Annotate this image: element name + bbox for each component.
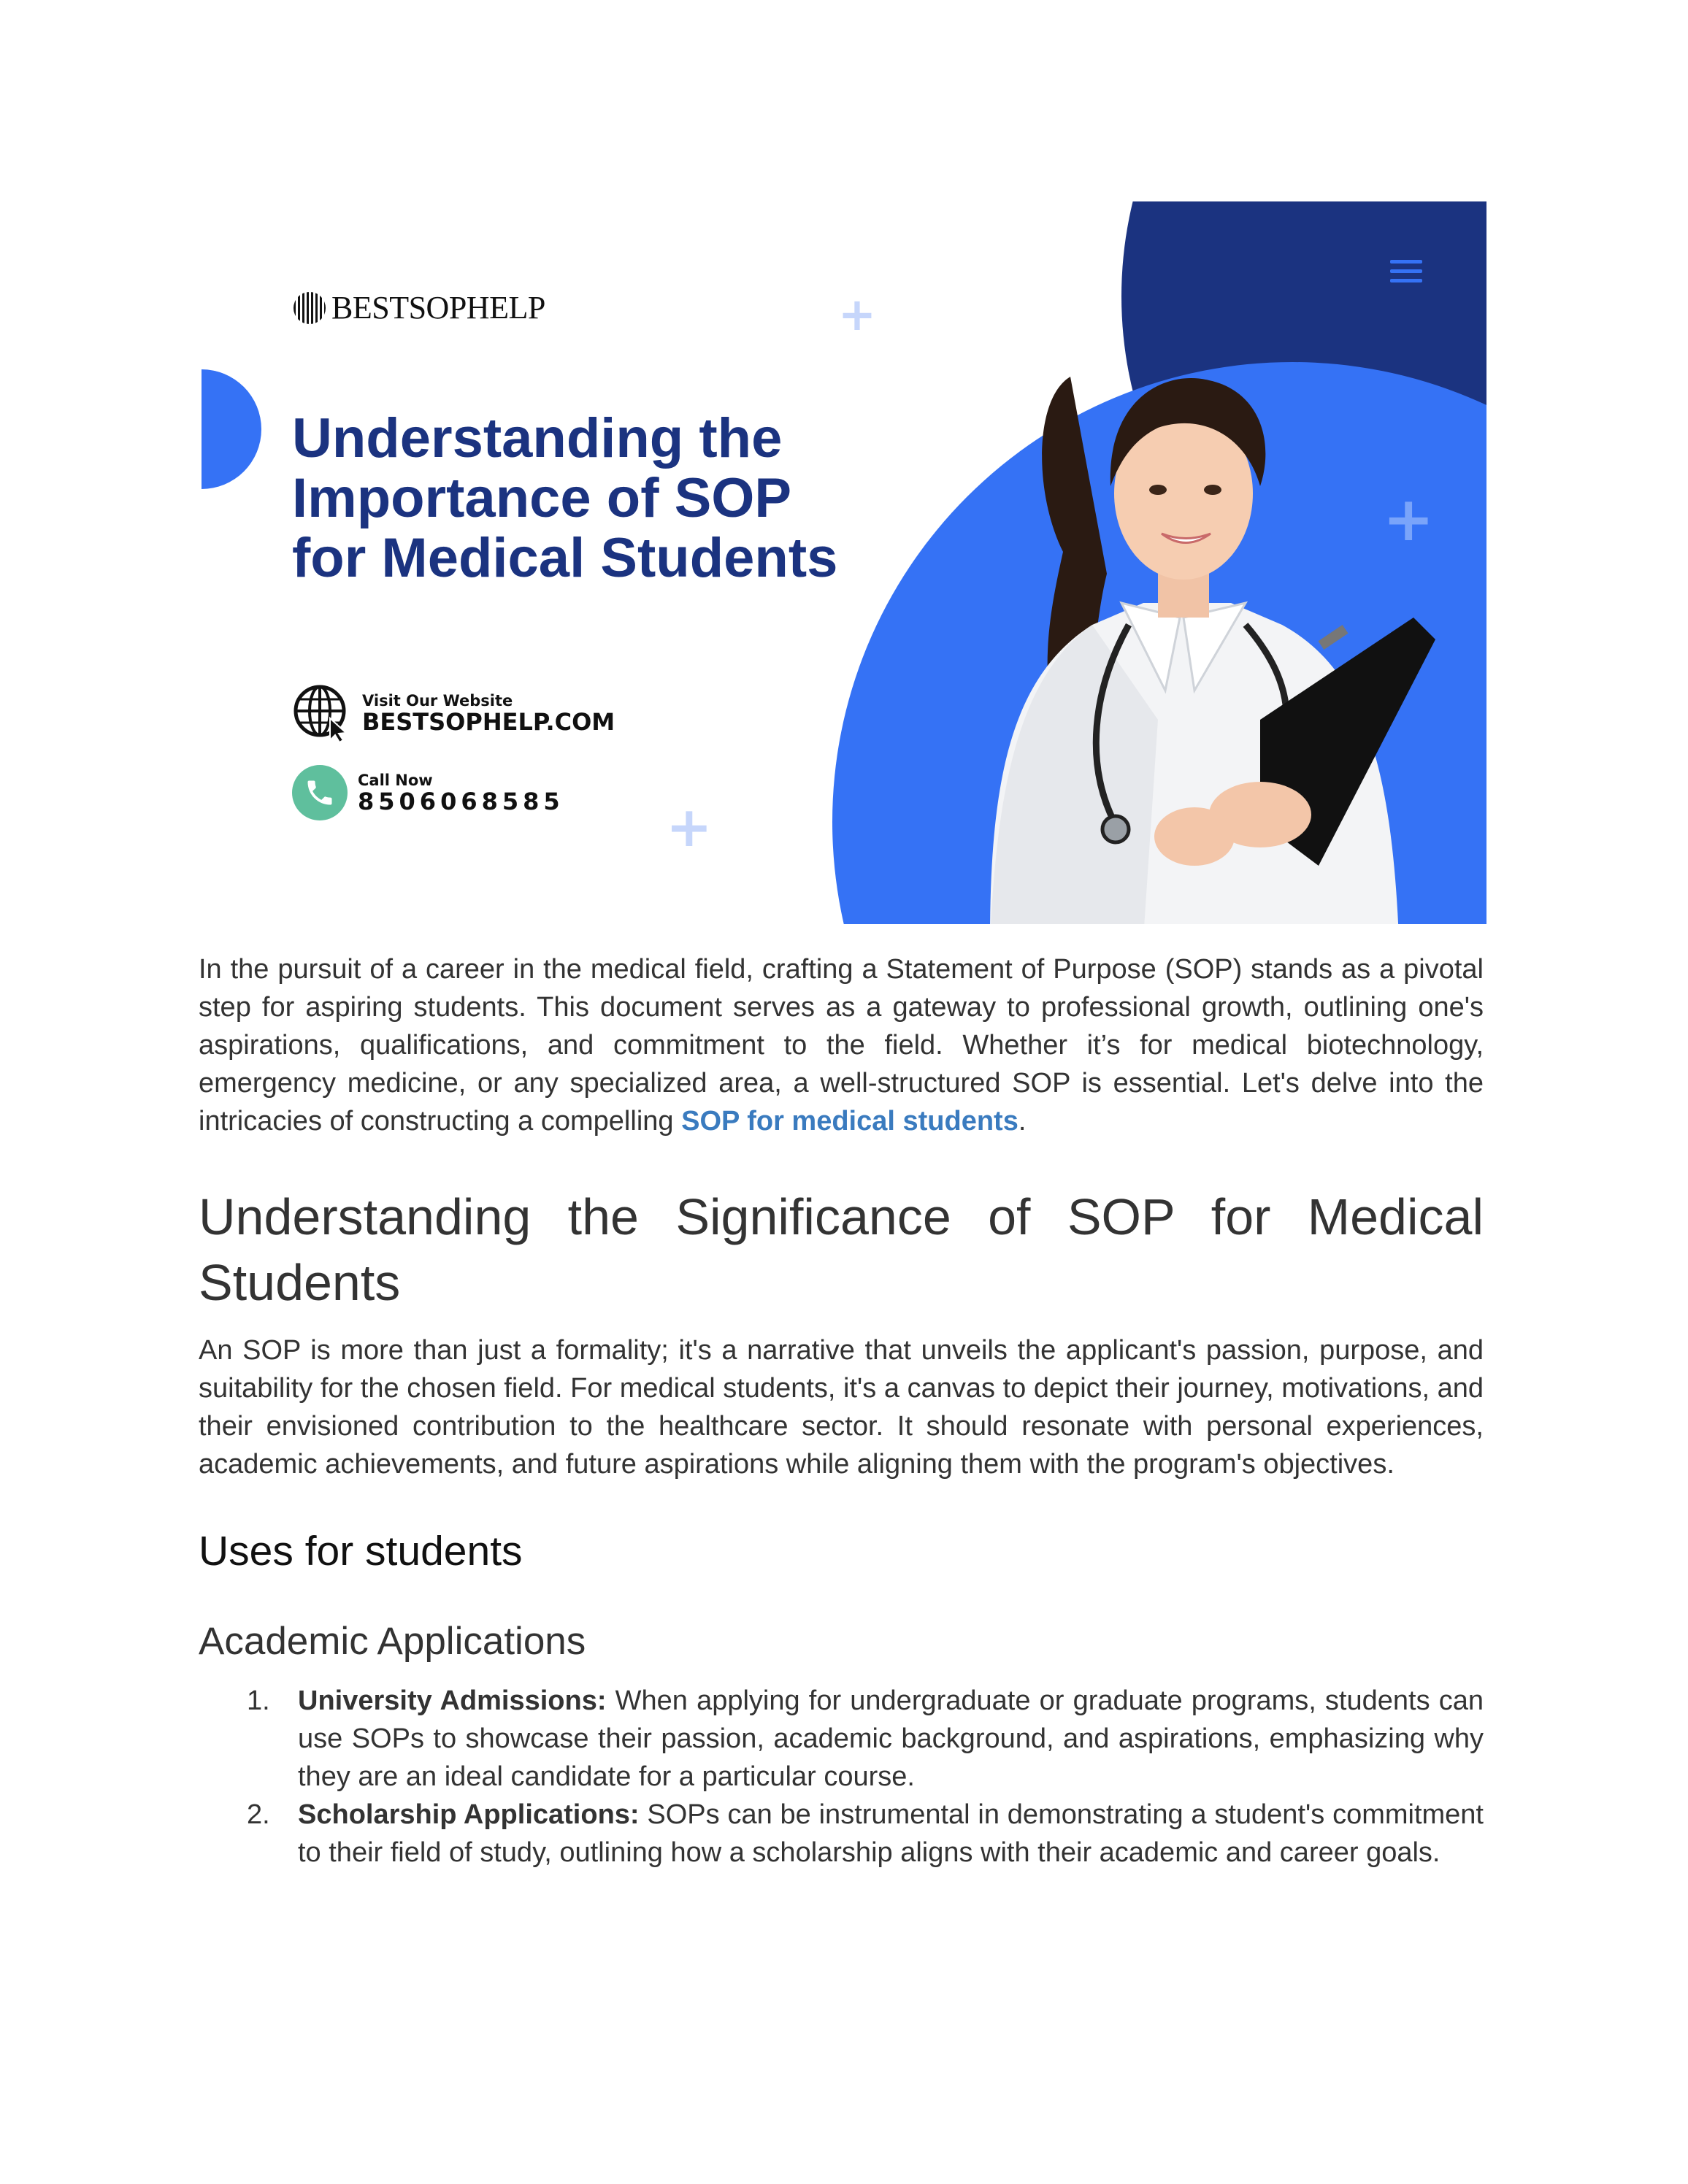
list-item-number: 2. bbox=[247, 1799, 270, 1830]
banner-half-circle-decoration bbox=[202, 369, 261, 489]
heading-significance: Understanding the Significance of SOP for Medical Students bbox=[199, 1188, 1484, 1311]
list-item bbox=[199, 1796, 1484, 1872]
intro-text: In the pursuit of a career in the medical field, crafting a Statement of Purpose (SOP) stands as a pivotal step for aspiring students. This document serves as a gateway to professional growth, outlining one's aspirations, qualifications, and commitment to the field. Whether it’s for medical biotechnology, emergency medicine, or any specialized area, a well-structured SOP is essential. Let's delve into the intricacies of constructing a compelling bbox=[199, 954, 1484, 1137]
academic-applications-list bbox=[199, 1682, 1484, 1872]
phone-number[interactable]: 8506068585 bbox=[358, 788, 564, 815]
sop-medical-students-link[interactable]: SOP for medical students bbox=[681, 1106, 1018, 1137]
list-item-title: University Admissions: bbox=[298, 1685, 607, 1716]
plus-decoration-icon: + bbox=[666, 794, 713, 859]
list-item-text: SOPs can be instrumental in demonstrating a student's commitment to their field of study, outlining how a scholarship aligns with their academic and career goals. bbox=[298, 1799, 1484, 1868]
brand-logo[interactable] bbox=[294, 289, 545, 326]
intro-paragraph bbox=[199, 950, 1484, 1140]
hamburger-menu-icon[interactable] bbox=[1390, 260, 1422, 285]
hero-banner bbox=[202, 201, 1486, 924]
plus-decoration-icon: + bbox=[1383, 483, 1435, 555]
list-item-title: Scholarship Applications: bbox=[298, 1799, 640, 1830]
banner-title-line: Understanding the bbox=[292, 407, 783, 469]
logo-text: BESTSOPHELP bbox=[331, 290, 545, 326]
logo-globe-icon bbox=[294, 292, 326, 324]
website-value[interactable]: BESTSOPHELP.COM bbox=[362, 708, 615, 736]
website-label: Visit Our Website bbox=[362, 692, 513, 710]
heading-uses-for-students: Uses for students bbox=[199, 1528, 523, 1574]
website-contact[interactable] bbox=[292, 683, 615, 743]
call-contact[interactable] bbox=[292, 765, 564, 820]
intro-end: . bbox=[1018, 1106, 1027, 1137]
list-item-number: 1. bbox=[247, 1685, 270, 1716]
list-item bbox=[199, 1682, 1484, 1796]
plus-decoration-icon: + bbox=[838, 288, 876, 341]
phone-icon bbox=[292, 765, 348, 820]
globe-cursor-icon bbox=[292, 683, 352, 743]
heading-academic-applications: Academic Applications bbox=[199, 1620, 586, 1663]
call-label: Call Now bbox=[358, 772, 433, 789]
doctor-illustration bbox=[851, 311, 1450, 924]
significance-paragraph: An SOP is more than just a formality; it's a narrative that unveils the applicant's passion, purpose, and suitability for the chosen field. For medical students, it's a canvas to depict their journey, motivations, and their envisioned contribution to the healthcare sector. It should resonate with personal experiences, academic achievements, and future aspirations while aligning them with the program's objectives. bbox=[199, 1335, 1484, 1480]
list-item-text: When applying for undergraduate or graduate programs, students can use SOPs to showcase their passion, academic background, and aspirations, emphasizing why they are an ideal candidate for a particular course. bbox=[298, 1685, 1484, 1792]
banner-title-line: for Medical Students bbox=[292, 527, 838, 589]
banner-title bbox=[292, 409, 920, 588]
banner-title-line: Importance of SOP bbox=[292, 467, 792, 529]
article-body bbox=[199, 950, 1484, 1872]
